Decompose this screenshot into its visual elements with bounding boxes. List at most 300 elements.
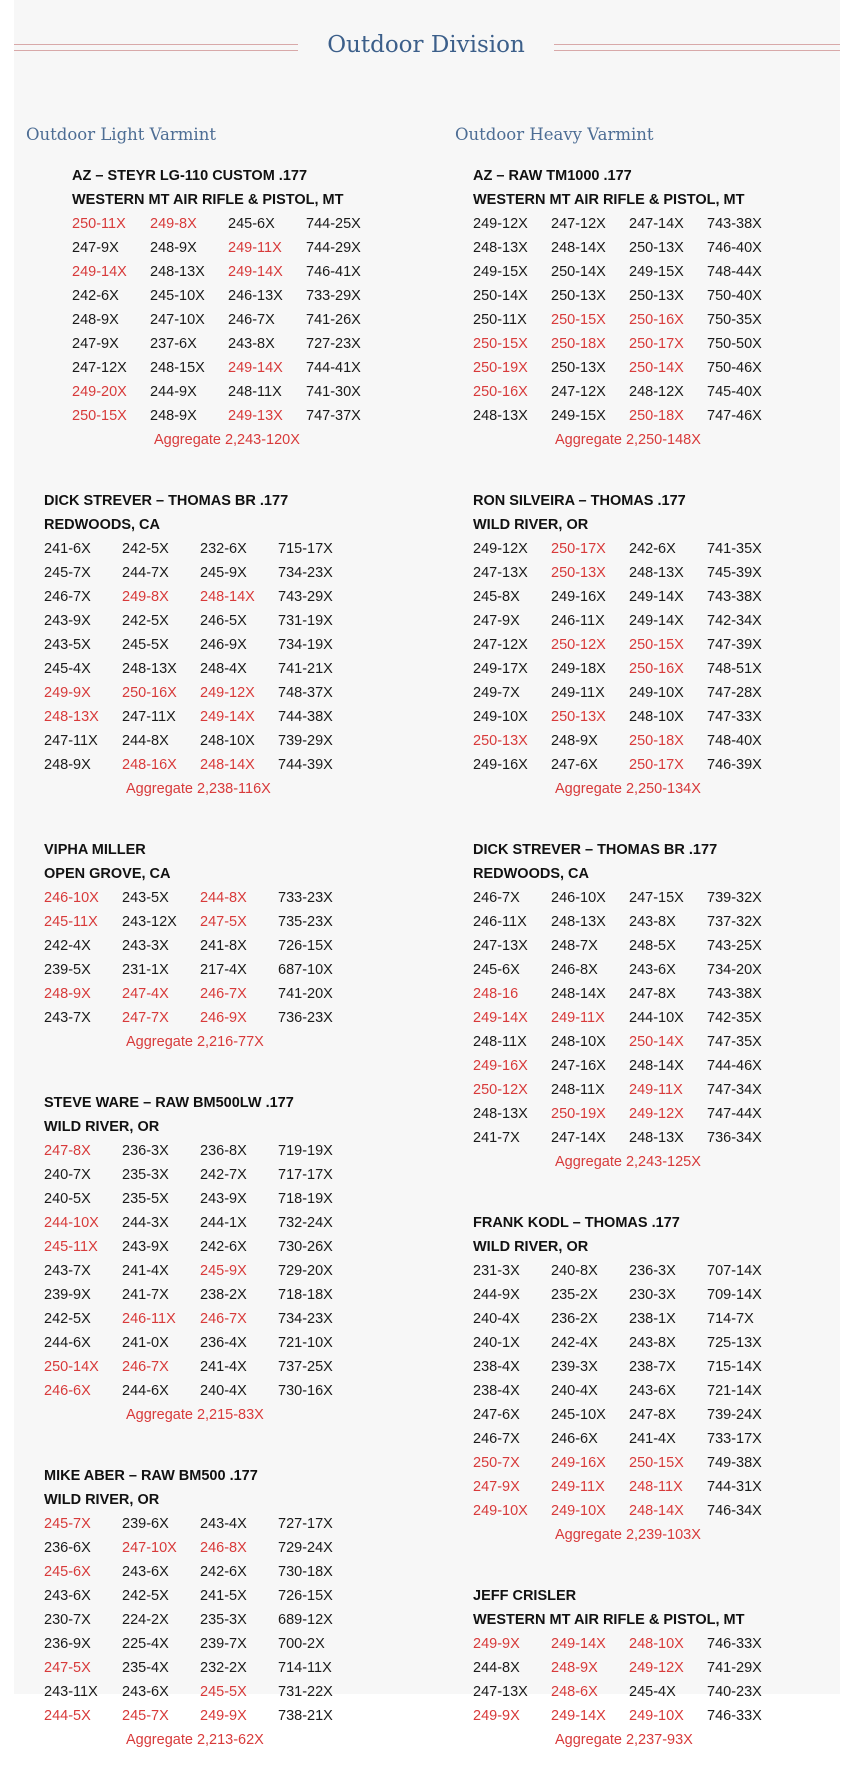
shooter-block (44, 489, 426, 801)
score-card: 247-9X (473, 1479, 520, 1495)
score-row (473, 356, 853, 380)
score-card: 247-13X (473, 938, 528, 954)
score-total: 736-23X (278, 1010, 333, 1026)
score-card: 249-15X (551, 408, 606, 424)
shooter-club: WESTERN MT AIR RIFLE & PISTOL, MT (473, 1612, 745, 1628)
score-card: 247-12X (473, 637, 528, 653)
score-card: 249-9X (473, 1636, 520, 1652)
score-total: 732-24X (278, 1215, 333, 1231)
score-card: 244-6X (44, 1335, 91, 1351)
score-card: 249-11X (629, 1082, 683, 1098)
score-total: 733-23X (278, 890, 333, 906)
score-card: 250-15X (473, 336, 528, 352)
score-card: 250-14X (551, 264, 606, 280)
score-card: 250-14X (629, 1034, 684, 1050)
score-row (473, 753, 853, 777)
score-total: 707-14X (707, 1263, 762, 1279)
shooter-block (473, 838, 853, 1174)
score-card: 249-11X (551, 685, 605, 701)
score-row (44, 1235, 426, 1259)
score-card: 238-2X (200, 1287, 247, 1303)
score-row (72, 380, 426, 404)
score-card: 246-7X (473, 1431, 520, 1447)
score-card: 217-4X (200, 962, 247, 978)
score-total: 726-15X (278, 938, 333, 954)
score-total: 747-35X (707, 1034, 762, 1050)
aggregate-score: Aggregate 2,213-62X (126, 1732, 264, 1748)
score-card: 250-16X (473, 384, 528, 400)
score-card: 249-11X (551, 1479, 605, 1495)
shooter-club: WILD RIVER, OR (473, 517, 589, 533)
score-card: 245-8X (473, 589, 520, 605)
shooter-club: WESTERN MT AIR RIFLE & PISTOL, MT (72, 192, 344, 208)
score-total: 743-38X (707, 986, 762, 1002)
score-card: 242-6X (72, 288, 119, 304)
score-card: 246-13X (228, 288, 283, 304)
score-card: 246-7X (228, 312, 275, 328)
score-total: 750-46X (707, 360, 762, 376)
score-card: 242-6X (200, 1239, 247, 1255)
score-card: 235-5X (122, 1191, 169, 1207)
score-total: 746-40X (707, 240, 762, 256)
shooter-block (473, 164, 853, 452)
score-card: 248-9X (551, 733, 598, 749)
score-row (72, 356, 426, 380)
score-card: 236-6X (44, 1540, 91, 1556)
score-card: 246-9X (200, 1010, 247, 1026)
score-card: 243-8X (629, 1335, 676, 1351)
score-card: 242-5X (44, 1311, 91, 1327)
score-card: 240-4X (473, 1311, 520, 1327)
shooter-club: OPEN GROVE, CA (44, 866, 171, 882)
score-total: 746-41X (306, 264, 361, 280)
score-card: 249-10X (551, 1503, 606, 1519)
score-card: 248-13X (551, 914, 606, 930)
score-row (473, 1499, 853, 1523)
score-card: 246-8X (551, 962, 598, 978)
score-card: 250-14X (44, 1359, 99, 1375)
score-card: 242-5X (122, 1588, 169, 1604)
score-card: 243-8X (228, 336, 275, 352)
score-card: 248-7X (551, 938, 598, 954)
score-row (473, 260, 853, 284)
score-total: 734-19X (278, 637, 333, 653)
score-card: 243-6X (629, 1383, 676, 1399)
score-row (44, 609, 426, 633)
score-row (473, 633, 853, 657)
score-card: 247-15X (629, 890, 684, 906)
score-row (473, 1632, 853, 1656)
score-card: 249-16X (551, 1455, 606, 1471)
score-total: 741-30X (306, 384, 361, 400)
shooter-name: DICK STREVER – THOMAS BR .177 (473, 842, 718, 858)
score-total: 748-44X (707, 264, 762, 280)
score-card: 249-12X (473, 216, 528, 232)
score-card: 249-8X (150, 216, 197, 232)
score-total: 735-23X (278, 914, 333, 930)
score-card: 243-5X (44, 637, 91, 653)
score-row (473, 657, 853, 681)
score-card: 250-15X (629, 1455, 684, 1471)
score-card: 247-10X (150, 312, 205, 328)
score-card: 248-16X (122, 757, 177, 773)
score-row (473, 1379, 853, 1403)
score-card: 248-11X (228, 384, 282, 400)
score-card: 245-10X (150, 288, 205, 304)
score-card: 248-11X (473, 1034, 527, 1050)
score-row (473, 1355, 853, 1379)
score-card: 247-10X (122, 1540, 177, 1556)
score-card: 243-9X (122, 1239, 169, 1255)
score-card: 248-6X (551, 1684, 598, 1700)
score-card: 249-14X (473, 1010, 528, 1026)
score-card: 245-7X (44, 1516, 91, 1532)
score-row (473, 332, 853, 356)
aggregate-score: Aggregate 2,237-93X (555, 1732, 693, 1748)
score-card: 250-16X (122, 685, 177, 701)
score-card: 247-12X (551, 216, 606, 232)
score-card: 231-3X (473, 1263, 520, 1279)
shooter-block (473, 1584, 853, 1752)
score-total: 718-18X (278, 1287, 333, 1303)
score-row (473, 380, 853, 404)
score-card: 242-7X (200, 1167, 247, 1183)
score-card: 249-17X (473, 661, 528, 677)
score-total: 729-24X (278, 1540, 333, 1556)
score-total: 746-33X (707, 1636, 762, 1652)
score-card: 245-6X (44, 1564, 91, 1580)
score-row (44, 1379, 426, 1403)
score-card: 249-12X (629, 1660, 684, 1676)
score-card: 240-7X (44, 1167, 91, 1183)
score-card: 246-10X (44, 890, 99, 906)
score-total: 730-18X (278, 1564, 333, 1580)
score-row (44, 1608, 426, 1632)
score-row (473, 886, 853, 910)
score-card: 240-5X (44, 1191, 91, 1207)
score-row (473, 729, 853, 753)
score-row (44, 1163, 426, 1187)
score-card: 248-9X (150, 240, 197, 256)
score-card: 248-13X (122, 661, 177, 677)
score-card: 236-8X (200, 1143, 247, 1159)
score-card: 245-7X (122, 1708, 169, 1724)
score-total: 734-23X (278, 565, 333, 581)
score-total: 750-50X (707, 336, 762, 352)
score-card: 247-9X (72, 240, 119, 256)
score-row (44, 982, 426, 1006)
score-card: 250-18X (629, 408, 684, 424)
score-card: 240-4X (551, 1383, 598, 1399)
score-card: 249-18X (551, 661, 606, 677)
score-row (473, 1331, 853, 1355)
score-card: 250-16X (629, 312, 684, 328)
score-card: 244-10X (44, 1215, 99, 1231)
score-total: 747-44X (707, 1106, 762, 1122)
score-total: 715-17X (278, 541, 333, 557)
score-total: 744-41X (306, 360, 361, 376)
score-card: 245-11X (44, 914, 98, 930)
score-card: 248-14X (200, 757, 255, 773)
score-total: 737-25X (278, 1359, 333, 1375)
score-card: 250-18X (629, 733, 684, 749)
score-card: 248-16 (473, 986, 519, 1002)
score-card: 248-13X (473, 1106, 528, 1122)
score-total: 715-14X (707, 1359, 762, 1375)
score-card: 249-12X (200, 685, 255, 701)
score-total: 709-14X (707, 1287, 762, 1303)
score-row (473, 1030, 853, 1054)
score-card: 247-5X (200, 914, 247, 930)
score-card: 244-8X (200, 890, 247, 906)
score-row (473, 1475, 853, 1499)
score-card: 235-2X (551, 1287, 598, 1303)
score-card: 249-10X (629, 685, 684, 701)
score-row (473, 404, 853, 428)
score-total: 689-12X (278, 1612, 333, 1628)
score-row (473, 1307, 853, 1331)
score-card: 250-13X (551, 709, 606, 725)
class-title: Outdoor Heavy Varmint (455, 125, 654, 144)
aggregate-score: Aggregate 2,216-77X (126, 1034, 264, 1050)
score-card: 247-13X (473, 1684, 528, 1700)
score-card: 247-5X (44, 1660, 91, 1676)
score-total: 727-23X (306, 336, 361, 352)
score-total: 731-19X (278, 613, 333, 629)
score-card: 250-13X (629, 240, 684, 256)
score-card: 236-2X (551, 1311, 598, 1327)
score-total: 745-40X (707, 384, 762, 400)
score-card: 241-4X (122, 1263, 169, 1279)
score-card: 250-11X (473, 312, 527, 328)
score-row (473, 982, 853, 1006)
score-card: 241-4X (629, 1431, 676, 1447)
score-card: 248-14X (629, 1058, 684, 1074)
division-header (14, 30, 840, 66)
shooter-block (44, 1091, 426, 1427)
score-card: 243-6X (122, 1564, 169, 1580)
score-card: 250-12X (473, 1082, 528, 1098)
score-card: 246-7X (44, 589, 91, 605)
score-card: 249-14X (551, 1708, 606, 1724)
score-total: 741-26X (306, 312, 361, 328)
score-card: 246-6X (44, 1383, 91, 1399)
score-row (473, 1102, 853, 1126)
shooter-name: JEFF CRISLER (473, 1588, 577, 1604)
score-card: 248-9X (44, 757, 91, 773)
score-card: 238-1X (629, 1311, 676, 1327)
score-card: 236-4X (200, 1335, 247, 1351)
score-total: 744-38X (278, 709, 333, 725)
score-total: 747-33X (707, 709, 762, 725)
score-card: 249-12X (629, 1106, 684, 1122)
score-card: 249-15X (473, 264, 528, 280)
score-card: 250-14X (473, 288, 528, 304)
score-row (44, 1283, 426, 1307)
score-card: 232-2X (200, 1660, 247, 1676)
score-card: 249-20X (72, 384, 127, 400)
score-card: 249-14X (551, 1636, 606, 1652)
score-total: 742-35X (707, 1010, 762, 1026)
score-card: 250-13X (551, 360, 606, 376)
score-card: 249-14X (72, 264, 127, 280)
score-card: 238-4X (473, 1383, 520, 1399)
score-total: 737-32X (707, 914, 762, 930)
aggregate-score: Aggregate 2,238-116X (126, 781, 271, 797)
score-row (473, 284, 853, 308)
score-total: 743-29X (278, 589, 333, 605)
score-card: 240-1X (473, 1335, 520, 1351)
score-total: 745-39X (707, 565, 762, 581)
score-card: 249-8X (122, 589, 169, 605)
aggregate-score: Aggregate 2,250-134X (555, 781, 701, 797)
header-rule-right (554, 44, 840, 51)
score-card: 243-6X (122, 1684, 169, 1700)
score-row (473, 1283, 853, 1307)
score-card: 242-6X (629, 541, 676, 557)
score-card: 245-7X (44, 565, 91, 581)
score-card: 249-9X (200, 1708, 247, 1724)
score-card: 250-13X (473, 733, 528, 749)
shooter-club: REDWOODS, CA (44, 517, 160, 533)
score-card: 248-12X (629, 384, 684, 400)
score-card: 243-6X (629, 962, 676, 978)
score-card: 239-7X (200, 1636, 247, 1652)
score-row (72, 236, 426, 260)
score-card: 243-8X (629, 914, 676, 930)
score-card: 244-5X (44, 1708, 91, 1724)
score-card: 249-14X (228, 264, 283, 280)
score-card: 247-12X (72, 360, 127, 376)
score-card: 247-7X (122, 1010, 169, 1026)
score-card: 241-7X (473, 1130, 520, 1146)
score-card: 248-13X (44, 709, 99, 725)
aggregate-score: Aggregate 2,215-83X (126, 1407, 264, 1423)
score-row (44, 1006, 426, 1030)
score-total: 734-20X (707, 962, 762, 978)
score-card: 242-5X (122, 613, 169, 629)
score-card: 242-4X (551, 1335, 598, 1351)
score-total: 748-37X (278, 685, 333, 701)
score-card: 244-7X (122, 565, 169, 581)
score-card: 250-16X (629, 661, 684, 677)
score-total: 746-39X (707, 757, 762, 773)
score-card: 247-8X (629, 986, 676, 1002)
column-heavy-varmint (455, 124, 853, 1789)
score-card: 247-6X (551, 757, 598, 773)
score-total: 750-40X (707, 288, 762, 304)
shooter-block (473, 1211, 853, 1547)
score-card: 248-9X (72, 312, 119, 328)
score-total: 714-7X (707, 1311, 754, 1327)
score-card: 247-11X (122, 709, 176, 725)
score-total: 741-29X (707, 1660, 762, 1676)
score-total: 739-29X (278, 733, 333, 749)
score-total: 733-29X (306, 288, 361, 304)
score-row (72, 284, 426, 308)
score-row (44, 1512, 426, 1536)
score-card: 235-3X (200, 1612, 247, 1628)
score-card: 250-7X (473, 1455, 520, 1471)
score-card: 244-8X (122, 733, 169, 749)
score-card: 249-14X (228, 360, 283, 376)
score-card: 243-7X (44, 1010, 91, 1026)
score-card: 244-1X (200, 1215, 247, 1231)
score-total: 749-38X (707, 1455, 762, 1471)
score-card: 249-9X (44, 685, 91, 701)
score-row (72, 212, 426, 236)
score-card: 247-8X (629, 1407, 676, 1423)
score-card: 242-4X (44, 938, 91, 954)
score-card: 240-8X (551, 1263, 598, 1279)
score-row (473, 537, 853, 561)
score-row (44, 958, 426, 982)
score-card: 250-13X (551, 288, 606, 304)
score-card: 238-4X (473, 1359, 520, 1375)
score-card: 248-9X (44, 986, 91, 1002)
score-total: 718-19X (278, 1191, 333, 1207)
shooter-name: DICK STREVER – THOMAS BR .177 (44, 493, 289, 509)
score-card: 249-14X (200, 709, 255, 725)
score-card: 248-14X (551, 240, 606, 256)
score-card: 246-7X (200, 986, 247, 1002)
score-total: 730-26X (278, 1239, 333, 1255)
aggregate-score: Aggregate 2,243-125X (555, 1154, 701, 1170)
score-row (473, 236, 853, 260)
score-card: 241-5X (200, 1588, 247, 1604)
score-row (44, 561, 426, 585)
score-card: 248-5X (629, 938, 676, 954)
score-total: 747-37X (306, 408, 361, 424)
score-card: 245-9X (200, 565, 247, 581)
score-row (473, 609, 853, 633)
score-row (473, 681, 853, 705)
score-card: 249-16X (551, 589, 606, 605)
score-card: 243-3X (122, 938, 169, 954)
score-card: 248-11X (629, 1479, 683, 1495)
score-row (44, 633, 426, 657)
score-total: 746-34X (707, 1503, 762, 1519)
score-card: 248-4X (200, 661, 247, 677)
score-total: 747-39X (707, 637, 762, 653)
score-row (473, 1126, 853, 1150)
aggregate-score: Aggregate 2,250-148X (555, 432, 701, 448)
score-card: 239-3X (551, 1359, 598, 1375)
class-title: Outdoor Light Varmint (26, 125, 216, 144)
score-card: 250-17X (629, 757, 684, 773)
score-total: 748-40X (707, 733, 762, 749)
score-card: 246-8X (200, 1540, 247, 1556)
score-card: 249-15X (629, 264, 684, 280)
score-card: 246-7X (122, 1359, 169, 1375)
score-card: 249-11X (551, 1010, 605, 1026)
score-card: 243-4X (200, 1516, 247, 1532)
score-card: 249-9X (473, 1708, 520, 1724)
score-total: 744-39X (278, 757, 333, 773)
score-total: 744-25X (306, 216, 361, 232)
score-card: 250-13X (551, 565, 606, 581)
score-row (473, 308, 853, 332)
score-row (473, 1078, 853, 1102)
score-row (72, 404, 426, 428)
shooter-block (44, 1464, 426, 1752)
score-card: 244-3X (122, 1215, 169, 1231)
score-total: 747-46X (707, 408, 762, 424)
score-card: 248-14X (200, 589, 255, 605)
division-title: Outdoor Division (327, 32, 525, 58)
score-card: 235-4X (122, 1660, 169, 1676)
score-card: 249-14X (629, 613, 684, 629)
